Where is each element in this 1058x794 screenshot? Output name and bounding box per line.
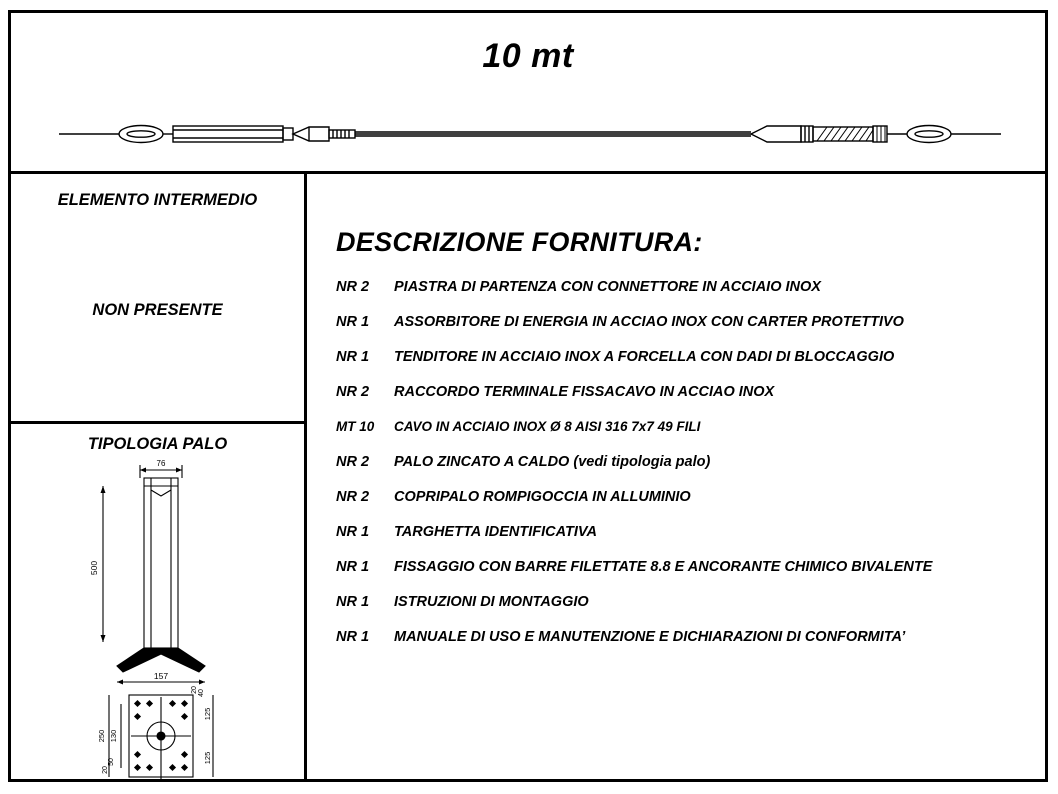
list-item	[336, 349, 1036, 384]
item-quantity: NR 1	[336, 629, 370, 645]
item-quantity: MT 10	[336, 419, 375, 434]
svg-text:130: 130	[109, 729, 118, 743]
left-column	[11, 171, 307, 782]
svg-text:125: 125	[203, 707, 212, 721]
svg-text:125: 125	[203, 751, 212, 765]
intermediate-element-box	[11, 171, 307, 424]
svg-text:20: 20	[102, 766, 109, 774]
item-quantity: NR 2	[336, 454, 370, 470]
page-title: 10 mt	[482, 37, 574, 75]
item-text: PALO ZINCATO A CALDO (vedi tipologia palo)	[394, 454, 711, 470]
supply-description-panel	[310, 174, 1048, 782]
supply-description-heading: DESCRIZIONE FORNITURA:	[336, 227, 703, 257]
svg-text:157: 157	[153, 671, 169, 681]
svg-text:50: 50	[108, 758, 115, 766]
supply-items-list	[336, 279, 1036, 664]
drawing-sheet	[8, 10, 1048, 782]
pole-type-heading: TIPOLOGIA PALO	[87, 435, 228, 453]
item-text: ISTRUZIONI DI MONTAGGIO	[394, 594, 589, 610]
list-item	[336, 489, 1036, 524]
item-quantity: NR 2	[336, 489, 370, 505]
list-item	[336, 524, 1036, 559]
list-item	[336, 629, 1036, 664]
item-text: CAVO IN ACCIAIO INOX Ø 8 AISI 316 7x7 49 FILI	[394, 419, 701, 434]
item-quantity: NR 2	[336, 384, 370, 400]
list-item	[336, 384, 1036, 419]
svg-text:500: 500	[89, 560, 99, 576]
intermediate-element-heading: ELEMENTO INTERMEDIO	[57, 191, 258, 209]
item-text: TENDITORE IN ACCIAIO INOX A FORCELLA CON DADI DI BLOCCAGGIO	[394, 349, 895, 365]
item-quantity: NR 2	[336, 279, 370, 295]
list-item	[336, 314, 1036, 349]
item-quantity: NR 1	[336, 559, 370, 575]
list-item	[336, 419, 1036, 454]
item-text: COPRIPALO ROMPIGOCCIA IN ALLUMINIO	[394, 489, 691, 505]
list-item	[336, 559, 1036, 594]
item-text: TARGHETTA IDENTIFICATIVA	[394, 524, 597, 540]
svg-text:40: 40	[198, 689, 205, 697]
lifeline-cable-assembly	[11, 95, 1045, 173]
pole-type-box	[11, 424, 307, 782]
item-text: ASSORBITORE DI ENERGIA IN ACCIAO INOX CON CARTER PROTETTIVO	[394, 314, 904, 330]
svg-text:250: 250	[97, 729, 106, 743]
item-quantity: NR 1	[336, 314, 370, 330]
svg-text:20: 20	[191, 686, 198, 694]
pole-drawing-svg	[11, 452, 307, 782]
cable-assembly-svg	[11, 95, 1045, 173]
item-quantity: NR 1	[336, 594, 370, 610]
list-item	[336, 279, 1036, 314]
item-text: MANUALE DI USO E MANUTENZIONE E DICHIARAZIONI DI CONFORMITA’	[394, 629, 906, 645]
list-item	[336, 454, 1036, 489]
intermediate-element-value: NON PRESENTE	[92, 301, 223, 319]
svg-text:76: 76	[156, 459, 166, 468]
item-quantity: NR 1	[336, 524, 370, 540]
item-text: FISSAGGIO CON BARRE FILETTATE 8.8 E ANCORANTE CHIMICO BIVALENTE	[394, 559, 933, 575]
item-quantity: NR 1	[336, 349, 370, 365]
item-text: RACCORDO TERMINALE FISSACAVO IN ACCIAO INOX	[394, 384, 775, 400]
list-item	[336, 594, 1036, 629]
item-text: PIASTRA DI PARTENZA CON CONNETTORE IN ACCIAIO INOX	[394, 279, 821, 295]
